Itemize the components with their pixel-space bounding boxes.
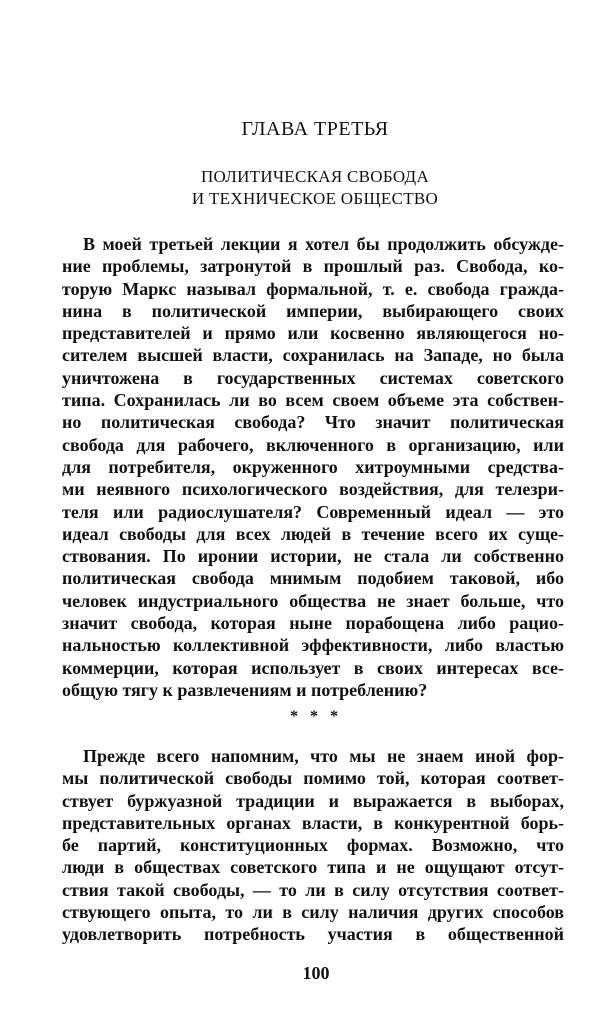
text-line: ствования. По иронии истории, не стала ли собственно	[62, 546, 564, 567]
text-line: бе партий, конституционных формах. Возможно, что	[62, 835, 564, 856]
paragraph-1	[62, 233, 564, 701]
text-line: ми неявного психологического воздействия, для телезри-	[62, 479, 564, 500]
text-line: значит свобода, которая ныне порабощена либо рацио-	[62, 613, 564, 634]
text-line: человек индустриального общества не знает больше, что	[62, 590, 564, 611]
text-line: представителей и прямо или косвенно являющегося но-	[62, 323, 564, 344]
text-line: типа. Сохранилась ли во всем своем объеме эта собствен-	[62, 390, 564, 411]
text-line: свобода для рабочего, включенного в организацию, или	[62, 434, 564, 455]
text-line: мы политической свободы помимо той, которая соответ-	[62, 768, 564, 789]
chapter-title: ГЛАВА ТРЕТЬЯ	[241, 118, 389, 140]
text-line: общую тягу к развлечениям и потреблению?	[62, 679, 428, 700]
text-line: нина в политической империи, выбирающего своих	[62, 300, 564, 321]
text-line: В моей третьей лекции я хотел бы продолжить обсужде-	[83, 234, 564, 254]
text-line: коммерции, которая использует в своих интересах все-	[62, 657, 564, 678]
text-line: ние проблемы, затронутой в прошлый раз. Свобода, ко-	[62, 256, 564, 277]
text-line: нальностью коллективной эффективности, либо властью	[62, 635, 564, 656]
text-line: торую Маркс называл формальной, т. е. свобода гражда-	[62, 278, 564, 299]
section-separator: * * *	[290, 708, 342, 725]
text-line: люди в обществах советского типа и не ощущают отсут-	[62, 857, 564, 878]
section-title	[0, 166, 600, 210]
text-line: но политическая свобода? Что значит политическая	[62, 412, 564, 433]
text-line: Прежде всего напомним, что мы не знаем иной фор-	[83, 746, 564, 766]
text-line: ствующего опыта, то ли в силу наличия других способов	[62, 902, 564, 923]
text-line: сителем высшей власти, сохранилась на Западе, но была	[62, 345, 564, 366]
text-line: теля или радиослушателя? Современный идеал — это	[62, 501, 564, 522]
text-line: ствия такой свободы, — то ли в силу отсутствия соответ-	[62, 879, 564, 900]
text-line: удовлетворить потребность участия в общественной	[62, 924, 564, 945]
section-title-line: И ТЕХНИЧЕСКОЕ ОБЩЕСТВО	[191, 189, 439, 208]
text-line: представительных органах власти, в конкурентной борь-	[62, 812, 564, 833]
page-number: 100	[302, 963, 330, 983]
paragraph-2	[62, 745, 564, 946]
section-title-line: ПОЛИТИЧЕСКАЯ СВОБОДА	[200, 167, 430, 186]
text-line: политическая свобода мнимым подобием таковой, ибо	[62, 568, 564, 589]
text-line: уничтожена в государственных системах советского	[62, 367, 564, 388]
text-line: ствует буржуазной традиции и выражается в выборах,	[62, 790, 564, 811]
text-line: для потребителя, окруженного хитроумными средства-	[62, 456, 564, 477]
text-line: идеал свободы для всех людей в течение всего их суще-	[62, 523, 564, 544]
